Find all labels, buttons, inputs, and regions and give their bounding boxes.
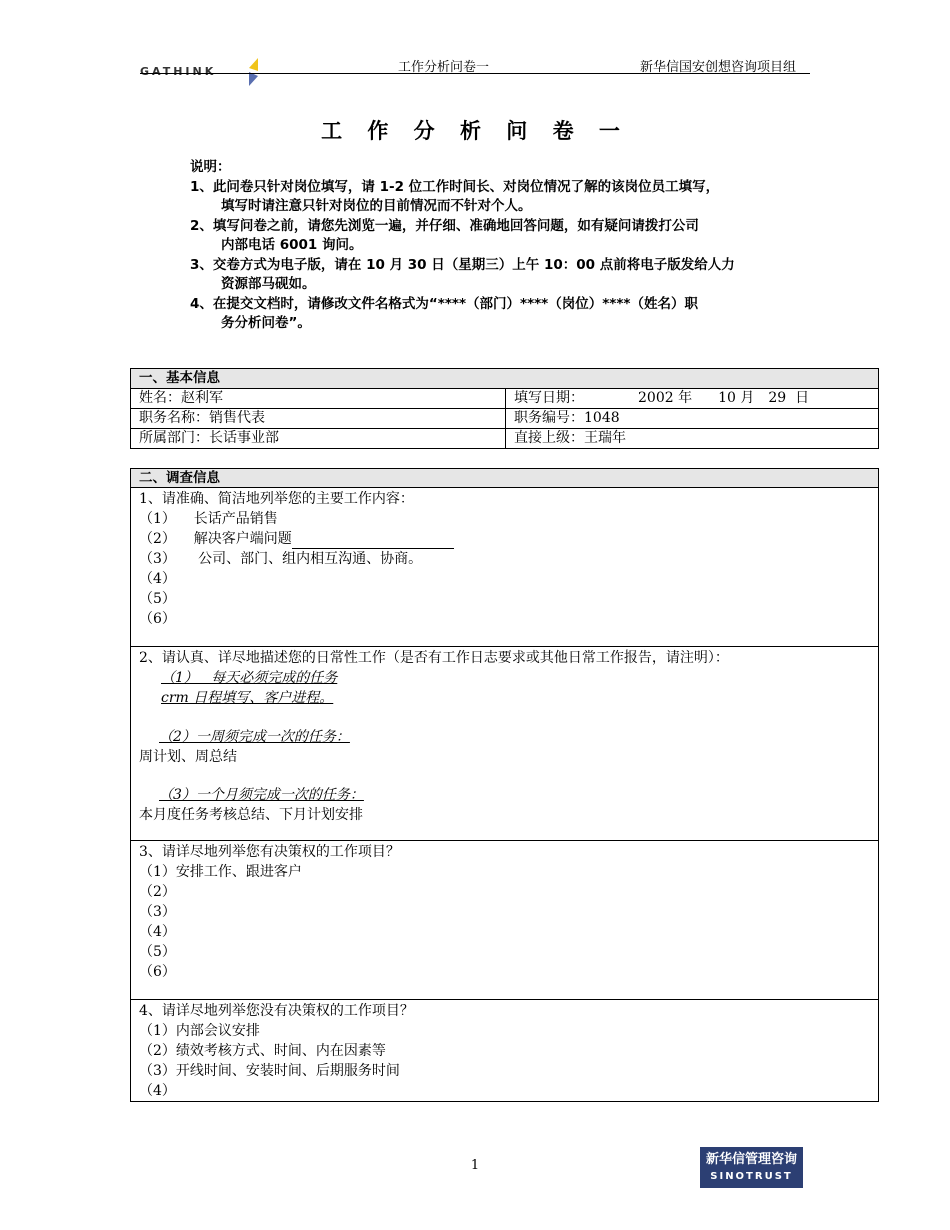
instruction-item	[190, 295, 830, 334]
question-4	[131, 1000, 879, 1102]
answer-item: （4）	[139, 924, 176, 940]
question-text: 4、请详尽地列举您没有决策权的工作项目？	[139, 1003, 414, 1019]
document-title: 工 作 分 析 问 卷 一	[321, 118, 629, 143]
instruction-item	[190, 217, 830, 256]
name-field: 姓名：赵利军	[131, 389, 506, 409]
answer-item: （6）	[139, 611, 176, 627]
instruction-line: 3、交卷方式为电子版，请在 10 月 30 日（星期三）上午 10：00 点前将电子版发给人力	[190, 256, 735, 273]
instruction-line: 务分析问卷”。	[221, 315, 311, 331]
header-rule	[140, 73, 810, 74]
monthly-label: （3）一个月须完成一次的任务：	[159, 787, 364, 803]
gathink-logo-text: GATHINK	[140, 65, 217, 78]
answer-item: （3） 公司、部门、组内相互沟通、协商。	[139, 551, 423, 567]
department-field: 所属部门：长话事业部	[131, 429, 506, 449]
monthly-text: 本月度任务考核总结、下月计划安排	[139, 807, 363, 823]
answer-item: （1）内部会议安排	[139, 1023, 260, 1039]
instruction-line: 内部电话 6001 询问。	[221, 237, 363, 253]
date-month: 10 月	[718, 390, 755, 406]
answer-item: （2）	[139, 884, 176, 900]
sinotrust-logo	[700, 1147, 803, 1188]
date-field	[506, 389, 879, 409]
instruction-item	[190, 256, 830, 295]
answer-item: （5）	[139, 591, 176, 607]
logo-arrow-icon	[249, 58, 263, 86]
instruction-item	[190, 178, 830, 217]
question-2	[131, 647, 879, 841]
survey-table	[130, 468, 879, 1102]
daily-text: crm 日程填写、客户进程。	[161, 690, 334, 706]
date-label: 填写日期：	[514, 390, 584, 406]
answer-item: （1） 长话产品销售	[139, 511, 278, 527]
header-org: 新华信国安创想咨询项目组	[640, 60, 797, 75]
question-1	[131, 488, 879, 647]
section-title: 一、基本信息	[131, 369, 879, 389]
instruction-line: 资源部马砚如。	[221, 276, 316, 292]
question-text: 2、请认真、详尽地描述您的日常性工作（是否有工作日志要求或其他日常工作报告，请注明）：	[139, 650, 729, 666]
blank-underline	[292, 534, 454, 549]
weekly-text: 周计划、周总结	[139, 749, 237, 765]
answer-item: （1）安排工作、跟进客户	[139, 864, 302, 880]
question-text: 1、请准确、简洁地列举您的主要工作内容：	[139, 491, 414, 507]
answer-item: （2）绩效考核方式、时间、内在因素等	[139, 1043, 386, 1059]
answer-item: （4）	[139, 571, 176, 587]
brand-en: SINOTRUST	[710, 1171, 793, 1182]
instruction-line: 1、此问卷只针对岗位填写，请 1-2 位工作时间长、对岗位情况了解的该岗位员工填写，	[190, 178, 720, 195]
answer-item: （5）	[139, 944, 176, 960]
basic-info-table	[130, 368, 879, 449]
header-title: 工作分析问卷一	[398, 60, 490, 75]
position-no-field: 职务编号：1048	[506, 409, 879, 429]
page-number: 1	[470, 1158, 480, 1173]
question-3	[131, 841, 879, 1000]
weekly-label: （2）一周须完成一次的任务：	[159, 729, 350, 745]
answer-item: （3）开线时间、安装时间、后期服务时间	[139, 1063, 400, 1079]
instructions-heading: 说明：	[190, 159, 231, 175]
question-text: 3、请详尽地列举您有决策权的工作项目？	[139, 844, 400, 860]
position-field: 职务名称：销售代表	[131, 409, 506, 429]
instruction-line: 4、在提交文档时，请修改文件名格式为“****（部门）****（岗位）****（姓名）职	[190, 295, 698, 312]
section-title: 二、调查信息	[131, 469, 879, 488]
brand-cn: 新华信管理咨询	[705, 1152, 797, 1167]
daily-label: （1） 每天必须完成的任务	[161, 670, 338, 686]
answer-item: （4）	[139, 1083, 176, 1099]
supervisor-field: 直接上级：王瑞年	[506, 429, 879, 449]
answer-item: （6）	[139, 964, 176, 980]
answer-item: （3）	[139, 904, 176, 920]
answer-item: （2） 解决客户端问题	[139, 529, 870, 549]
instruction-line: 2、填写问卷之前，请您先浏览一遍，并仔细、准确地回答问题，如有疑问请拨打公司	[190, 217, 699, 234]
date-year: 2002 年	[638, 390, 693, 406]
instructions	[190, 158, 830, 334]
instruction-line: 填写时请注意只针对岗位的目前情况而不针对个人。	[221, 198, 532, 214]
date-day: 29 日	[768, 390, 810, 406]
